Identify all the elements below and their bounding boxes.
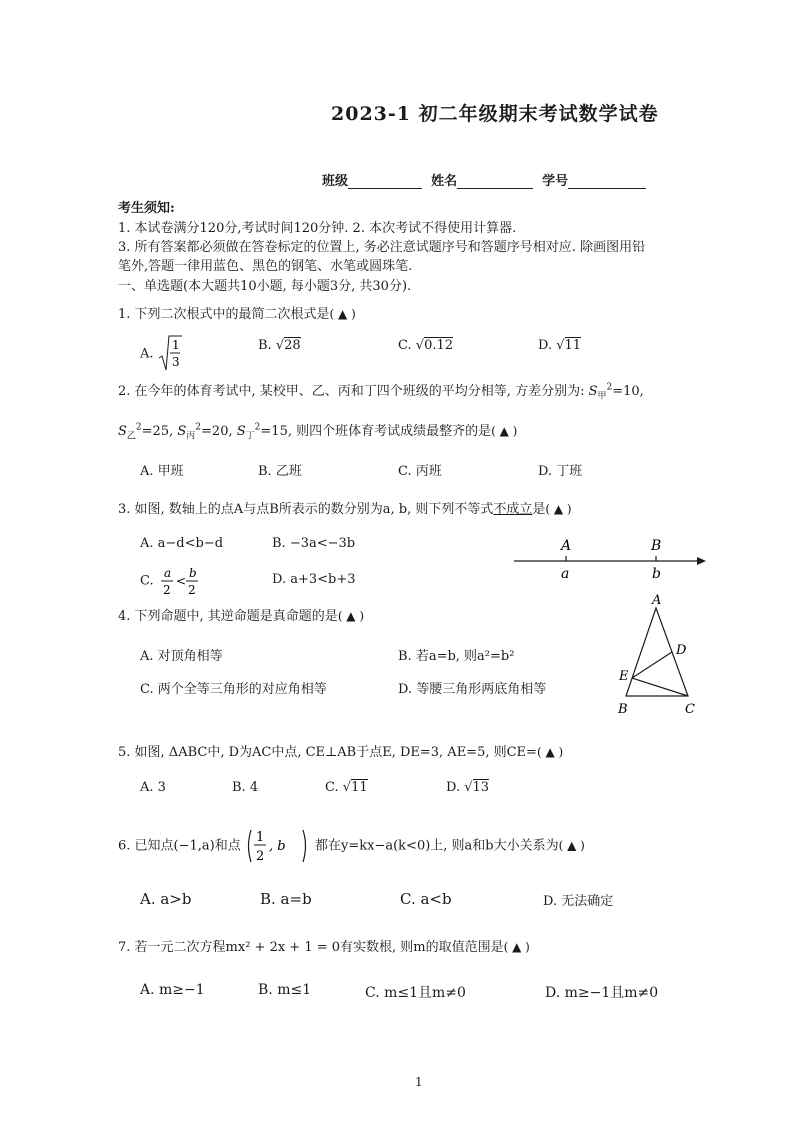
notice-line-3: 笔外,答题一律用蓝色、黑色的钢笔、水笔或圆珠笔.	[118, 259, 413, 274]
q1-option-c[interactable]	[398, 338, 453, 353]
q4-answer-mark[interactable]: ( ▲ )	[337, 609, 365, 623]
q5-option-c[interactable]	[325, 780, 368, 795]
id-label: 学号	[542, 174, 569, 189]
q1-option-b[interactable]	[258, 338, 301, 353]
q5-d-radicand: 13	[472, 780, 490, 795]
q2-option-b[interactable]: B. 乙班	[258, 464, 302, 479]
vertex-c-label: C	[685, 702, 695, 717]
q6-stem	[118, 826, 585, 866]
q2-option-d[interactable]: D. 丁班	[538, 464, 583, 479]
arrow-right-icon	[697, 557, 706, 565]
q1-option-a[interactable]	[140, 334, 182, 374]
q1-a-den: 3	[171, 355, 180, 369]
q1-a-sqrt-fraction	[158, 334, 182, 374]
q1-a-label: A.	[140, 346, 154, 362]
q6-frac-num: 1	[255, 830, 265, 845]
vertex-b-label: B	[618, 702, 628, 717]
q4-option-a[interactable]: A. 对顶角相等	[140, 649, 223, 664]
q2-sub-yi: 乙	[126, 431, 136, 442]
q2-stem-line-2: $S_乙^2=25$, $S_丙^2=20$, $S_丁^2=15$, 则四个班体育考试成绩最整齐的是( ▲ )	[118, 422, 518, 442]
q2-option-c[interactable]: C. 丙班	[398, 464, 442, 479]
q5-option-d[interactable]	[446, 780, 489, 795]
q5-option-a[interactable]: A. 3	[140, 780, 166, 795]
q5-answer-mark[interactable]: ( ▲ )	[536, 745, 564, 759]
q3-option-c[interactable]	[140, 564, 202, 598]
q5-stem-text: 5. 如图, ΔABC中, D为AC中点, CE⊥AB于点E, DE=3, AE=5, 则CE=	[118, 745, 537, 760]
q1-a-num: 1	[171, 338, 180, 352]
q1-d-radicand: 11	[564, 338, 582, 353]
q3-stem	[118, 498, 572, 517]
notice-heading: 考生须知:	[118, 201, 175, 216]
triangle-figure	[610, 590, 710, 720]
q3-c-den-a: 2	[162, 583, 171, 597]
q1-answer-mark[interactable]: ( ▲ )	[329, 307, 356, 321]
point-b-label: B	[651, 538, 662, 554]
q7-option-d[interactable]: D. m≥−1且m≠0	[545, 985, 659, 1001]
q6-stem-c: 都在y=kx−a(k<0)上, 则a和b大小关系为	[315, 838, 559, 854]
q4-option-c[interactable]: C. 两个全等三角形的对应角相等	[140, 682, 327, 697]
q5-c-radicand: 11	[351, 780, 368, 795]
q1-stem	[118, 303, 356, 322]
q1-option-d[interactable]	[538, 338, 581, 353]
q1-stem-text: 1. 下列二次根式中的最简二次根式是	[118, 307, 330, 322]
q2-s-yi: =25,	[141, 424, 174, 439]
q3-stem-b: 是	[532, 502, 546, 517]
q1-d-label: D.	[538, 338, 553, 353]
q6-option-c[interactable]: C. a<b	[400, 890, 452, 908]
q2-stem-a: 2. 在今年的体育考试中, 某校甲、乙、丙和丁四个班级的平均分相等, 方差分别为:	[118, 384, 585, 399]
number-line-figure	[510, 530, 710, 584]
q2-s-bing: =20,	[201, 424, 233, 439]
page-number: 1	[415, 1075, 423, 1089]
q3-c-den-b: 2	[187, 583, 196, 597]
q3-stem-underlined: 不成立	[493, 502, 533, 517]
point-e-label: E	[619, 669, 629, 684]
q6-answer-mark[interactable]: ( ▲ )	[558, 838, 585, 853]
page-title: 2023-1 初二年级期末考试数学试卷	[331, 103, 659, 125]
q2-stem-line-1: 2. 在今年的体育考试中, 某校甲、乙、丙和丁四个班级的平均分相等, 方差分别为: $S_甲^2=10$,	[118, 382, 644, 402]
q4-option-b[interactable]: B. 若a=b, 则a²=b²	[398, 649, 515, 664]
q1-c-sqrt: √0.12	[415, 338, 454, 353]
q1-b-sqrt: √28	[275, 338, 301, 353]
q1-c-label: C.	[398, 338, 412, 353]
q7-stem-text: 7. 若一元二次方程mx² + 2x + 1 = 0有实数根, 则m的取值范围是	[118, 940, 504, 955]
q3-c-fraction-inequality	[158, 564, 202, 598]
q3-answer-mark[interactable]: ( ▲ )	[545, 502, 572, 516]
q6-option-d[interactable]: D. 无法确定	[543, 894, 614, 909]
q2-sub-ding: 丁	[245, 431, 255, 442]
q3-c-num-b: b	[188, 566, 197, 580]
q3-c-label: C.	[140, 573, 154, 589]
q1-c-radicand: 0.12	[424, 338, 454, 353]
notice-line-1: 1. 本试卷满分120分,考试时间120分钟. 2. 本次考试不得使用计算器.	[118, 221, 517, 236]
point-a-value: a	[561, 566, 570, 582]
point-d-label: D	[676, 643, 687, 658]
q4-stem	[118, 605, 364, 624]
q2-answer-mark[interactable]: ( ▲ )	[491, 424, 518, 438]
class-blank[interactable]	[348, 174, 422, 189]
q1-b-label: B.	[258, 338, 272, 353]
q6-frac-den: 2	[255, 849, 265, 864]
vertex-a-label: A	[652, 593, 662, 608]
point-b-value: b	[652, 566, 661, 582]
notice-line-2: 3. 所有答案都必须做在答卷标定的位置上, 务必注意试题序号和答题序号相对应. 除画图用铅	[118, 240, 646, 255]
q3-option-d[interactable]: D. a+3<b+3	[272, 572, 356, 587]
q6-b-value: , b	[268, 839, 286, 854]
point-a-label: A	[561, 538, 572, 554]
q3-option-b[interactable]: B. −3a<−3b	[272, 536, 356, 551]
q5-c-label: C.	[325, 780, 339, 795]
q2-s-jia: =10,	[612, 384, 644, 399]
q5-stem	[118, 741, 563, 760]
q2-sub-jia: 甲	[597, 391, 607, 402]
name-blank[interactable]	[457, 174, 533, 189]
q1-b-radicand: 28	[284, 338, 301, 353]
q6-option-b[interactable]: B. a=b	[260, 890, 312, 908]
q7-answer-mark[interactable]: ( ▲ )	[503, 940, 530, 954]
q7-option-a[interactable]: A. m≥−1	[140, 982, 205, 998]
q6-stem-a: 6. 已知点(−1,a)和点	[118, 838, 241, 854]
q3-option-a[interactable]: A. a−d<b−d	[140, 536, 224, 551]
id-blank[interactable]	[568, 174, 646, 189]
q7-option-c[interactable]: C. m≤1且m≠0	[365, 985, 466, 1001]
q5-d-label: D.	[446, 780, 461, 795]
class-label: 班级	[322, 174, 349, 189]
q4-stem-text: 4. 下列命题中, 其逆命题是真命题的是	[118, 609, 338, 624]
q7-option-b[interactable]: B. m≤1	[258, 982, 312, 998]
svg-text:<: <	[175, 574, 186, 588]
q5-option-b[interactable]: B. 4	[232, 780, 259, 795]
q2-s-ding: =15,	[260, 424, 292, 439]
q5-d-sqrt: √13	[464, 780, 490, 795]
q5-c-sqrt: √11	[342, 780, 368, 795]
q2-option-a[interactable]: A. 甲班	[140, 464, 184, 479]
q2-sub-bing: 丙	[186, 431, 196, 442]
q2-stem-b: 则四个班体育考试成绩最整齐的是	[296, 424, 492, 439]
q3-stem-a: 3. 如图, 数轴上的点A与点B所表示的数分别为a, b, 则下列不等式	[118, 502, 494, 517]
q4-option-d[interactable]: D. 等腰三角形两底角相等	[398, 682, 547, 697]
q7-stem	[118, 936, 530, 955]
section-heading: 一、单选题(本大题共10小题, 每小题3分, 共30分).	[118, 279, 412, 294]
q3-c-num-a: a	[163, 566, 171, 580]
student-info	[322, 170, 646, 189]
segment-ce	[632, 678, 688, 696]
q6-point-fraction	[245, 826, 311, 866]
name-label: 姓名	[431, 174, 458, 189]
q1-d-sqrt: √11	[556, 338, 582, 353]
q6-option-a[interactable]: A. a>b	[140, 890, 192, 908]
segment-de	[632, 652, 672, 678]
